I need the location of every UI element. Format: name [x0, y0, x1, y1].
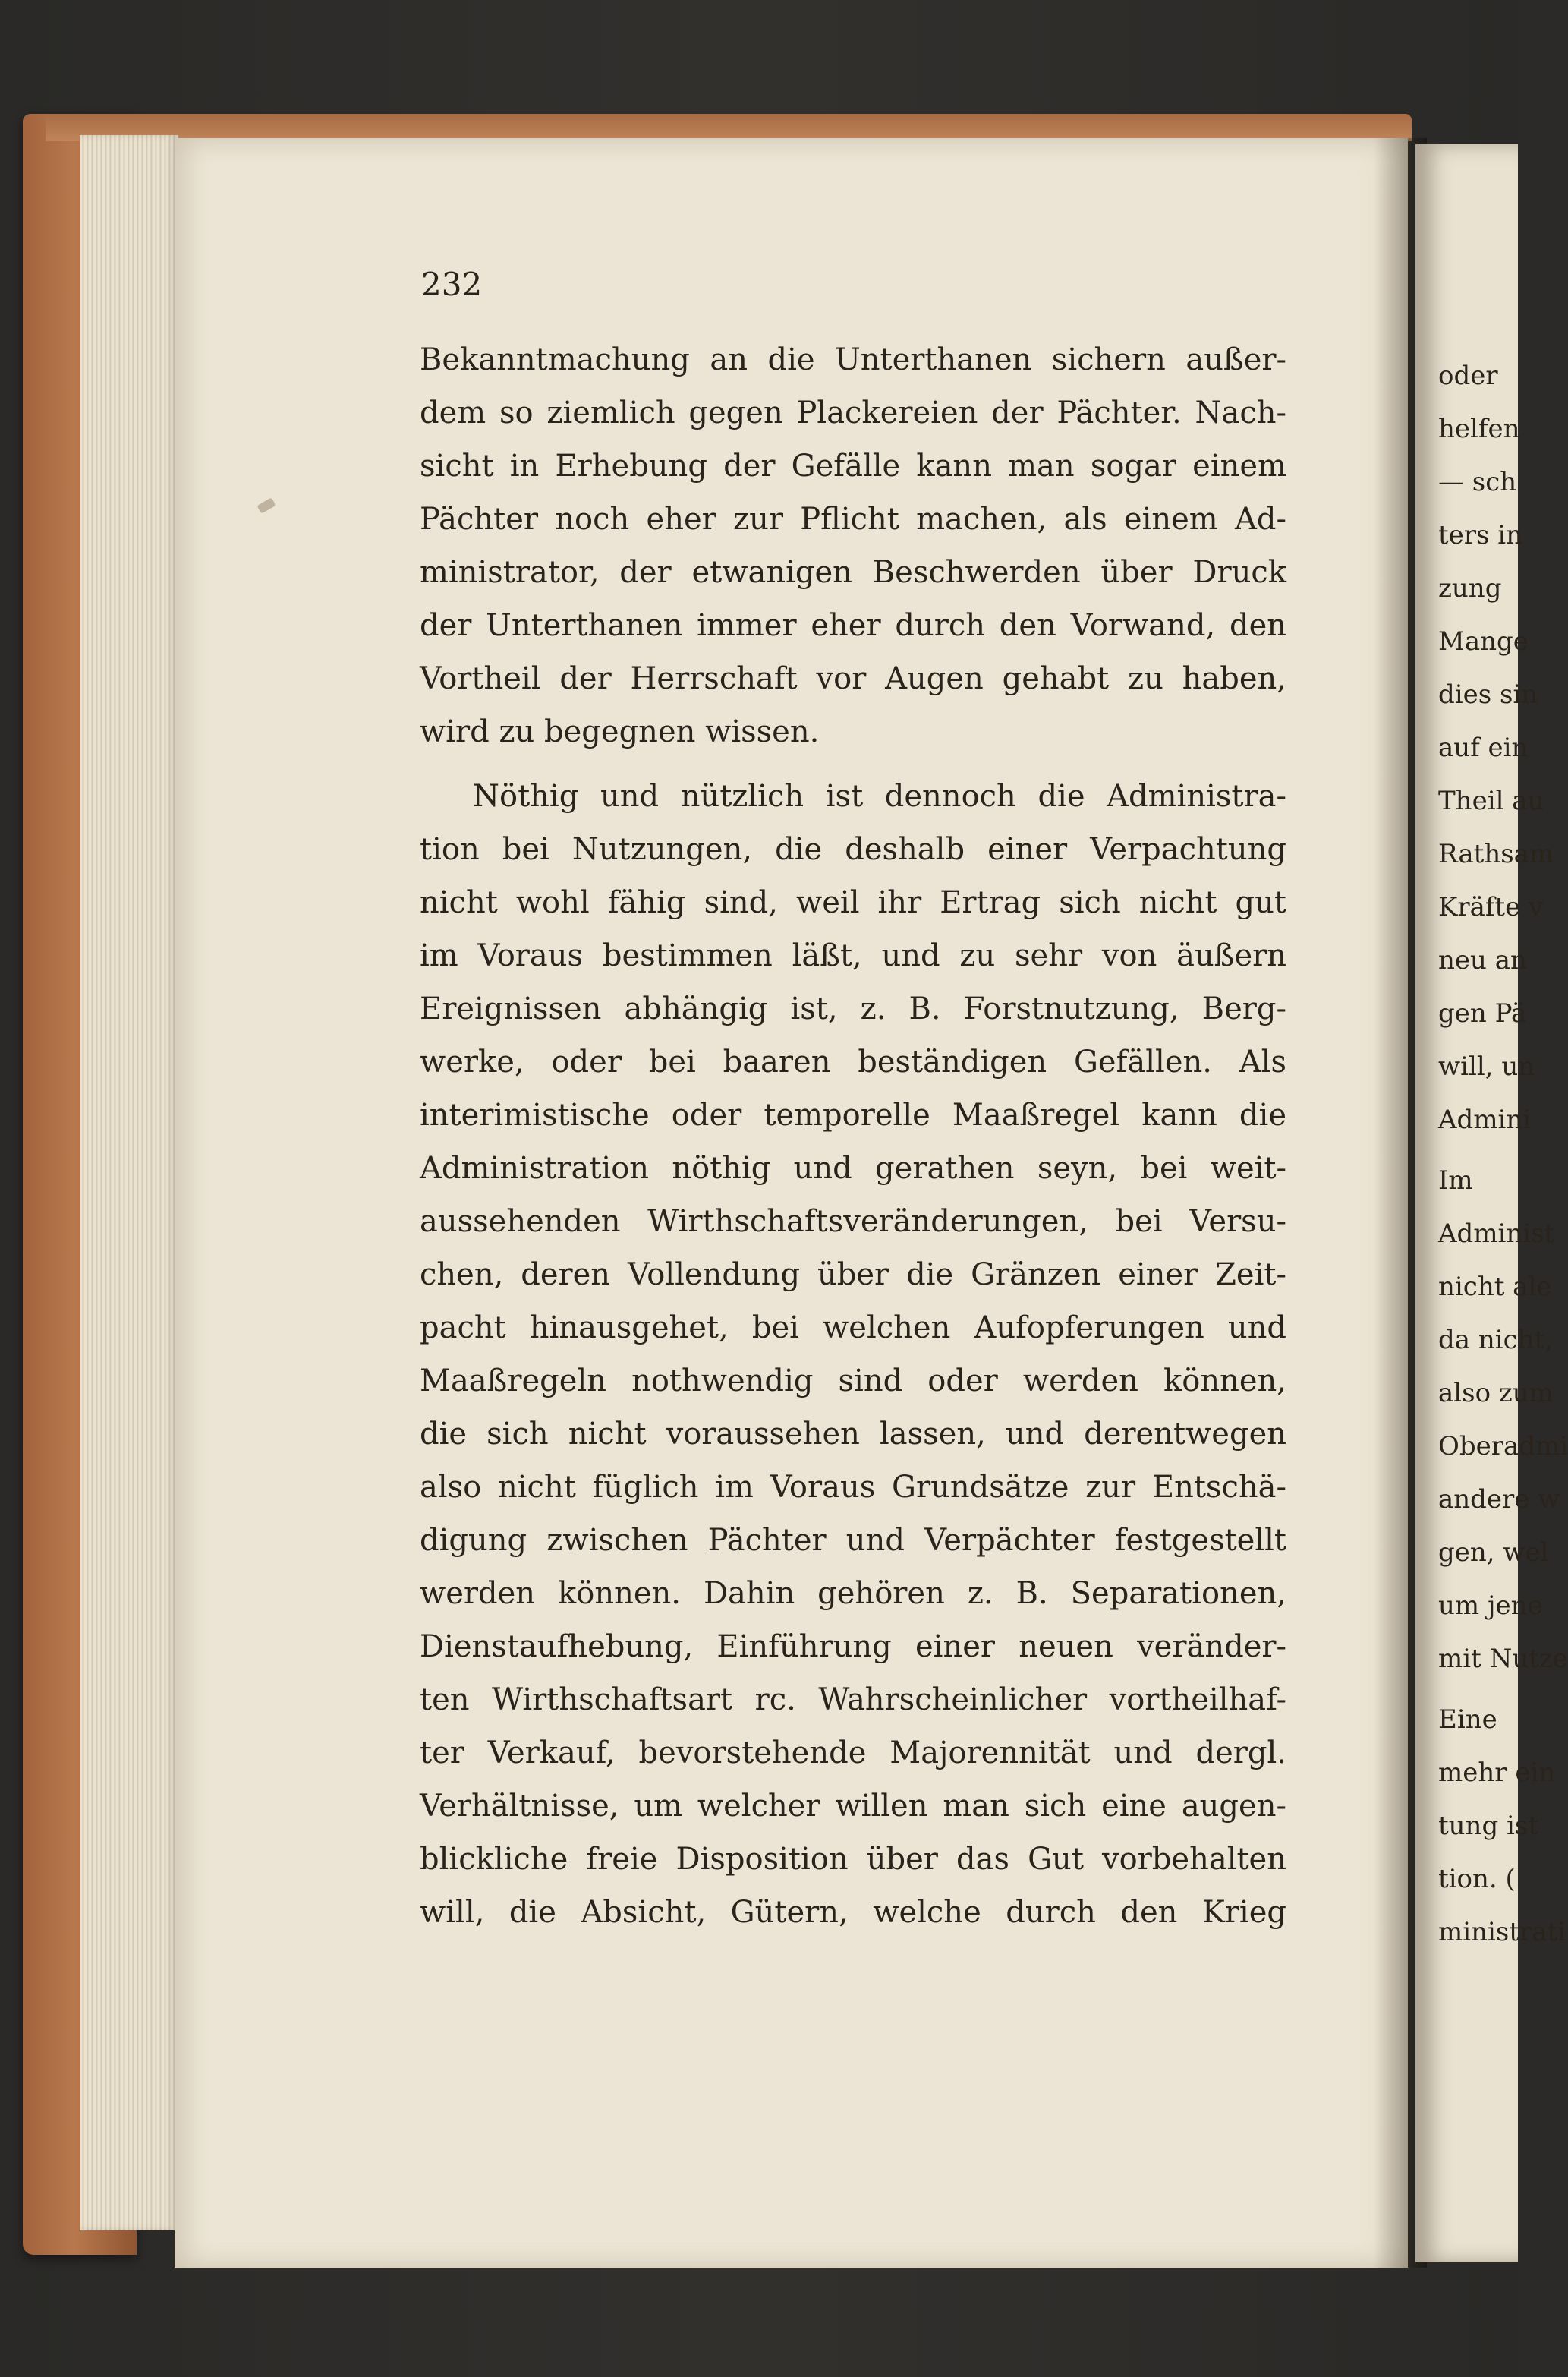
- text-line: tion bei Nutzungen, die deshalb einer Verpachtung: [420, 832, 1286, 867]
- text-line: ter Verkauf, bevorstehende Majorennität und dergl.: [420, 1735, 1286, 1770]
- facing-text-line: um jene: [1438, 1590, 1543, 1621]
- text-line: Ereignissen abhängig ist, z. B. Forstnutzung, Berg-: [420, 991, 1286, 1026]
- facing-text-line: helfen: [1438, 414, 1520, 444]
- text-line: Pächter noch eher zur Pflicht machen, als einem Ad-: [420, 502, 1286, 537]
- text-line: also nicht füglich im Voraus Grundsätze zur Entschä-: [420, 1470, 1286, 1505]
- facing-text-line: tung ist: [1438, 1811, 1539, 1841]
- text-line: pacht hinausgehet, bei welchen Aufopferungen und: [420, 1310, 1286, 1345]
- text-line: will, die Absicht, Gütern, welche durch den Krieg: [420, 1895, 1286, 1930]
- text-line: digung zwischen Pächter und Verpächter festgestellt: [420, 1523, 1286, 1558]
- page-body-text: [420, 334, 1286, 1989]
- text-line: im Voraus bestimmen läßt, und zu sehr von äußern: [420, 938, 1286, 973]
- facing-text-line: neu an: [1438, 945, 1527, 976]
- facing-text-line: also zum: [1438, 1378, 1554, 1408]
- facing-text-line: gen, wel: [1438, 1537, 1549, 1568]
- facing-text-line: oder: [1438, 361, 1498, 391]
- text-line: werke, oder bei baaren beständigen Gefällen. Als: [420, 1045, 1286, 1080]
- facing-text-line: mit Nutze: [1438, 1644, 1568, 1674]
- facing-text-line: dies sin: [1438, 679, 1538, 710]
- text-line: Bekanntmachung an die Unterthanen sichern außer-: [420, 342, 1286, 377]
- facing-page: [1415, 144, 1568, 2262]
- facing-text-line: Kräfte v: [1438, 892, 1544, 922]
- facing-text-line: Rathsam: [1438, 839, 1554, 869]
- text-line: Vortheil der Herrschaft vor Augen gehabt zu haben,: [420, 661, 1286, 696]
- facing-text-line: Theil au: [1438, 786, 1544, 816]
- text-line: interimistische oder temporelle Maaßregel kann die: [420, 1098, 1286, 1133]
- text-line: chen, deren Vollendung über die Gränzen einer Zeit-: [420, 1257, 1286, 1292]
- page-edges: [80, 135, 178, 2230]
- text-line: nicht wohl fähig sind, weil ihr Ertrag sich nicht gut: [420, 885, 1286, 920]
- text-line: blickliche freie Disposition über das Gut vorbehalten: [420, 1842, 1286, 1877]
- facing-text-line: andere w: [1438, 1484, 1560, 1515]
- facing-text-line: Im: [1438, 1165, 1473, 1196]
- facing-text-line: Eine: [1438, 1704, 1497, 1735]
- facing-text-line: ministrati: [1438, 1917, 1566, 1947]
- facing-text-line: zung: [1438, 573, 1502, 604]
- text-line: Administration nöthig und gerathen seyn, bei weit-: [420, 1151, 1286, 1186]
- facing-text-line: Oberadmi: [1438, 1431, 1568, 1461]
- text-line: aussehenden Wirthschaftsveränderungen, bei Versu-: [420, 1204, 1286, 1239]
- text-line: Verhältnisse, um welcher willen man sich eine augen-: [420, 1789, 1286, 1824]
- facing-text-line: will, un: [1438, 1051, 1535, 1082]
- text-line: werden können. Dahin gehören z. B. Separationen,: [420, 1576, 1286, 1611]
- facing-text-line: Administ: [1438, 1218, 1555, 1249]
- text-line: Dienstaufhebung, Einführung einer neuen veränder-: [420, 1629, 1286, 1664]
- text-line: sicht in Erhebung der Gefälle kann man sogar einem: [420, 449, 1286, 484]
- facing-text-line: Admini: [1438, 1105, 1532, 1135]
- facing-text-line: ters in: [1438, 520, 1523, 550]
- page-number: 232: [421, 266, 483, 303]
- text-line: ministrator, der etwanigen Beschwerden über Druck: [420, 555, 1286, 590]
- facing-text-line: nicht ale: [1438, 1272, 1552, 1302]
- facing-text-line: mehr ein: [1438, 1758, 1556, 1788]
- text-line: Nöthig und nützlich ist dennoch die Administra-: [473, 779, 1286, 814]
- facing-text-line: da nicht,: [1438, 1325, 1554, 1355]
- text-line: dem so ziemlich gegen Plackereien der Pächter. Nach-: [420, 396, 1286, 430]
- text-line: Maaßregeln nothwendig sind oder werden können,: [420, 1363, 1286, 1398]
- facing-text-line: — sch: [1438, 467, 1517, 497]
- text-line: ten Wirthschaftsart rc. Wahrscheinlicher vortheilhaf-: [420, 1682, 1286, 1717]
- facing-text-line: tion. (: [1438, 1864, 1516, 1894]
- facing-text-line: auf ein: [1438, 733, 1529, 763]
- text-line: der Unterthanen immer eher durch den Vorwand, den: [420, 608, 1286, 643]
- text-line: wird zu begegnen wissen.: [420, 714, 820, 749]
- facing-text-line: gen Pä: [1438, 998, 1527, 1029]
- text-line: die sich nicht voraussehen lassen, und derentwegen: [420, 1417, 1286, 1452]
- book-cover-top: [46, 114, 1412, 141]
- facing-text-line: Mange: [1438, 626, 1529, 657]
